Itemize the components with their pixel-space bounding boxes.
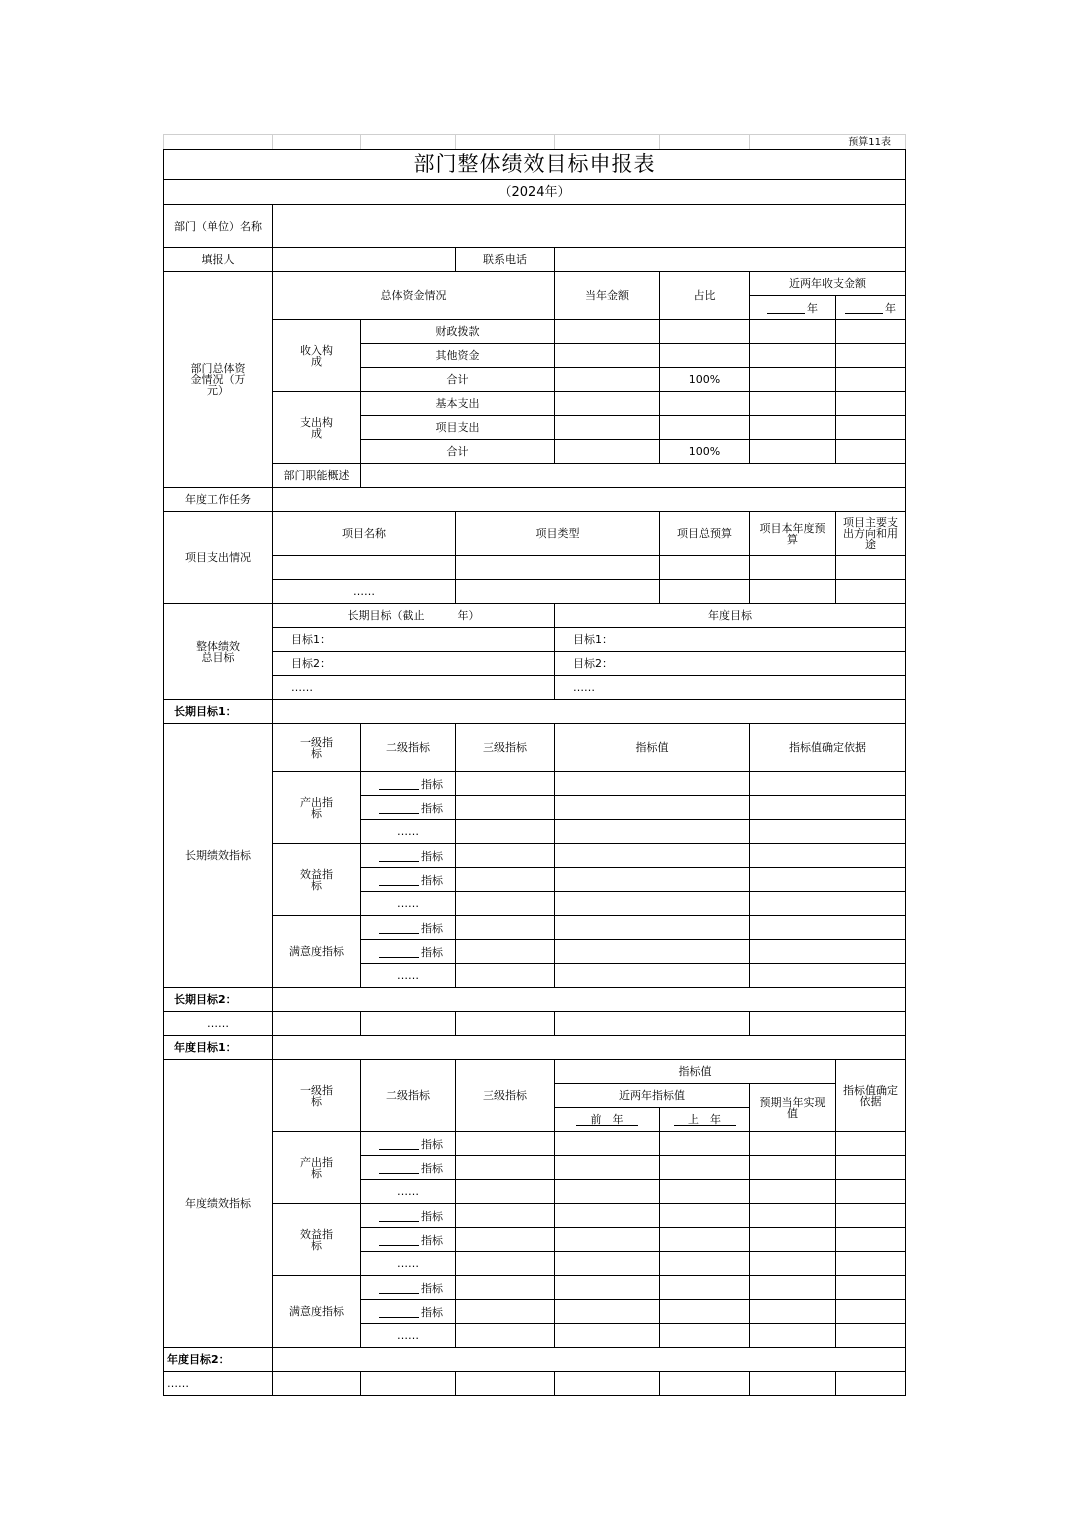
form-table <box>163 134 906 1396</box>
long-goal-1[interactable]: 目标1： <box>273 628 555 652</box>
annual-goal-1[interactable]: 目标1： <box>555 628 906 652</box>
long-term-ellipsis: …… <box>164 1012 273 1036</box>
lt-category-output: 产出指标 <box>273 772 361 844</box>
phone-field[interactable] <box>555 248 906 272</box>
annual-indicators-label: 年度绩效指标 <box>164 1060 273 1348</box>
ratio-label: 占比 <box>660 272 750 320</box>
an-indicator[interactable]: 指标 <box>361 1276 456 1300</box>
annual-goal-2-label: 年度目标2： <box>164 1348 273 1372</box>
annual-ellipsis: …… <box>164 1372 273 1396</box>
goals-section-label: 整体绩效总目标 <box>164 604 273 700</box>
an-ellipsis: …… <box>361 1252 456 1276</box>
annual-goal-1-field[interactable] <box>273 1036 906 1060</box>
an-indicator[interactable]: 指标 <box>361 1156 456 1180</box>
long-term-goal-1-field[interactable] <box>273 700 906 724</box>
income-item: 其他资金 <box>361 344 555 368</box>
current-amount-label: 当年金额 <box>555 272 660 320</box>
lt-header: 二级指标 <box>361 724 456 772</box>
dept-name-label: 部门（单位）名称 <box>164 205 273 248</box>
an-indicator[interactable]: 指标 <box>361 1132 456 1156</box>
expense-label: 支出构成 <box>273 392 361 464</box>
an-indicator[interactable]: 指标 <box>361 1228 456 1252</box>
lt-header: 三级指标 <box>456 724 555 772</box>
year-1-field[interactable]: 年 <box>750 296 836 320</box>
annual-goal-2-field[interactable] <box>273 1348 906 1372</box>
tasks-label: 年度工作任务 <box>164 488 273 512</box>
annual-goal-1-label: 年度目标1： <box>164 1036 273 1060</box>
functions-label: 部门职能概述 <box>273 464 361 488</box>
two-year-amount-label: 近两年收支金额 <box>750 272 906 296</box>
lt-category-satisfaction: 满意度指标 <box>273 916 361 988</box>
an-category-output: 产出指标 <box>273 1132 361 1204</box>
long-goal-2[interactable]: 目标2： <box>273 652 555 676</box>
overall-funds-label: 总体资金情况 <box>273 272 555 320</box>
an-two-year-label: 近两年指标值 <box>555 1084 750 1108</box>
an-prev-year[interactable]: 前 年 <box>555 1108 660 1132</box>
expense-item: 基本支出 <box>361 392 555 416</box>
long-term-indicators-label: 长期绩效指标 <box>164 724 273 988</box>
an-header: 二级指标 <box>361 1060 456 1132</box>
an-category-satisfaction: 满意度指标 <box>273 1276 361 1348</box>
lt-indicator[interactable]: 指标 <box>361 940 456 964</box>
project-header: 项目主要支出方向和用途 <box>836 512 906 556</box>
lt-indicator[interactable]: 指标 <box>361 796 456 820</box>
expense-total-ratio: 100% <box>660 440 750 464</box>
project-header: 项目总预算 <box>660 512 750 556</box>
income-item: 财政拨款 <box>361 320 555 344</box>
funds-section-label: 部门总体资金情况（万元） <box>164 272 273 488</box>
an-header: 一级指标 <box>273 1060 361 1132</box>
income-total-ratio: 100% <box>660 368 750 392</box>
an-ellipsis: …… <box>361 1180 456 1204</box>
lt-ellipsis: …… <box>361 892 456 916</box>
form-note: 预算11表 <box>750 135 906 150</box>
project-ellipsis: …… <box>273 580 456 604</box>
long-term-goal-2-label: 长期目标2： <box>164 988 273 1012</box>
lt-indicator[interactable]: 指标 <box>361 868 456 892</box>
lt-indicator[interactable]: 指标 <box>361 916 456 940</box>
long-term-goal-2-field[interactable] <box>273 988 906 1012</box>
expense-item: 合计 <box>361 440 555 464</box>
lt-category-benefit: 效益指标 <box>273 844 361 916</box>
an-value-label: 指标值 <box>555 1060 836 1084</box>
year-2-field[interactable]: 年 <box>836 296 906 320</box>
annual-goal-label: 年度目标 <box>555 604 906 628</box>
project-header: 项目类型 <box>456 512 660 556</box>
project-header: 项目名称 <box>273 512 456 556</box>
lt-indicator[interactable]: 指标 <box>361 772 456 796</box>
annual-goal-2[interactable]: 目标2： <box>555 652 906 676</box>
form-title: 部门整体绩效目标申报表 <box>164 150 906 180</box>
long-goal-ellipsis: …… <box>273 676 555 700</box>
reporter-label: 填报人 <box>164 248 273 272</box>
tasks-field[interactable] <box>273 488 906 512</box>
lt-ellipsis: …… <box>361 964 456 988</box>
income-item: 合计 <box>361 368 555 392</box>
lt-header: 一级指标 <box>273 724 361 772</box>
project-header: 项目本年度预算 <box>750 512 836 556</box>
functions-field[interactable] <box>361 464 906 488</box>
an-indicator[interactable]: 指标 <box>361 1300 456 1324</box>
projects-section-label: 项目支出情况 <box>164 512 273 604</box>
an-category-benefit: 效益指标 <box>273 1204 361 1276</box>
lt-header: 指标值确定依据 <box>750 724 906 772</box>
lt-header: 指标值 <box>555 724 750 772</box>
long-term-goal-label: 长期目标（截止 年） <box>273 604 555 628</box>
an-last-year[interactable]: 上 年 <box>660 1108 750 1132</box>
an-indicator[interactable]: 指标 <box>361 1204 456 1228</box>
an-header: 三级指标 <box>456 1060 555 1132</box>
form-year: （2024年） <box>164 180 906 205</box>
annual-goal-ellipsis: …… <box>555 676 906 700</box>
lt-ellipsis: …… <box>361 820 456 844</box>
dept-name-field[interactable] <box>273 205 906 248</box>
an-ellipsis: …… <box>361 1324 456 1348</box>
performance-form <box>163 134 905 1396</box>
income-label: 收入构成 <box>273 320 361 392</box>
long-term-goal-1-label: 长期目标1： <box>164 700 273 724</box>
an-expected-label: 预期当年实现值 <box>750 1084 836 1132</box>
an-basis-label: 指标值确定依据 <box>836 1060 906 1132</box>
phone-label: 联系电话 <box>456 248 555 272</box>
lt-indicator[interactable]: 指标 <box>361 844 456 868</box>
reporter-field[interactable] <box>273 248 456 272</box>
expense-item: 项目支出 <box>361 416 555 440</box>
